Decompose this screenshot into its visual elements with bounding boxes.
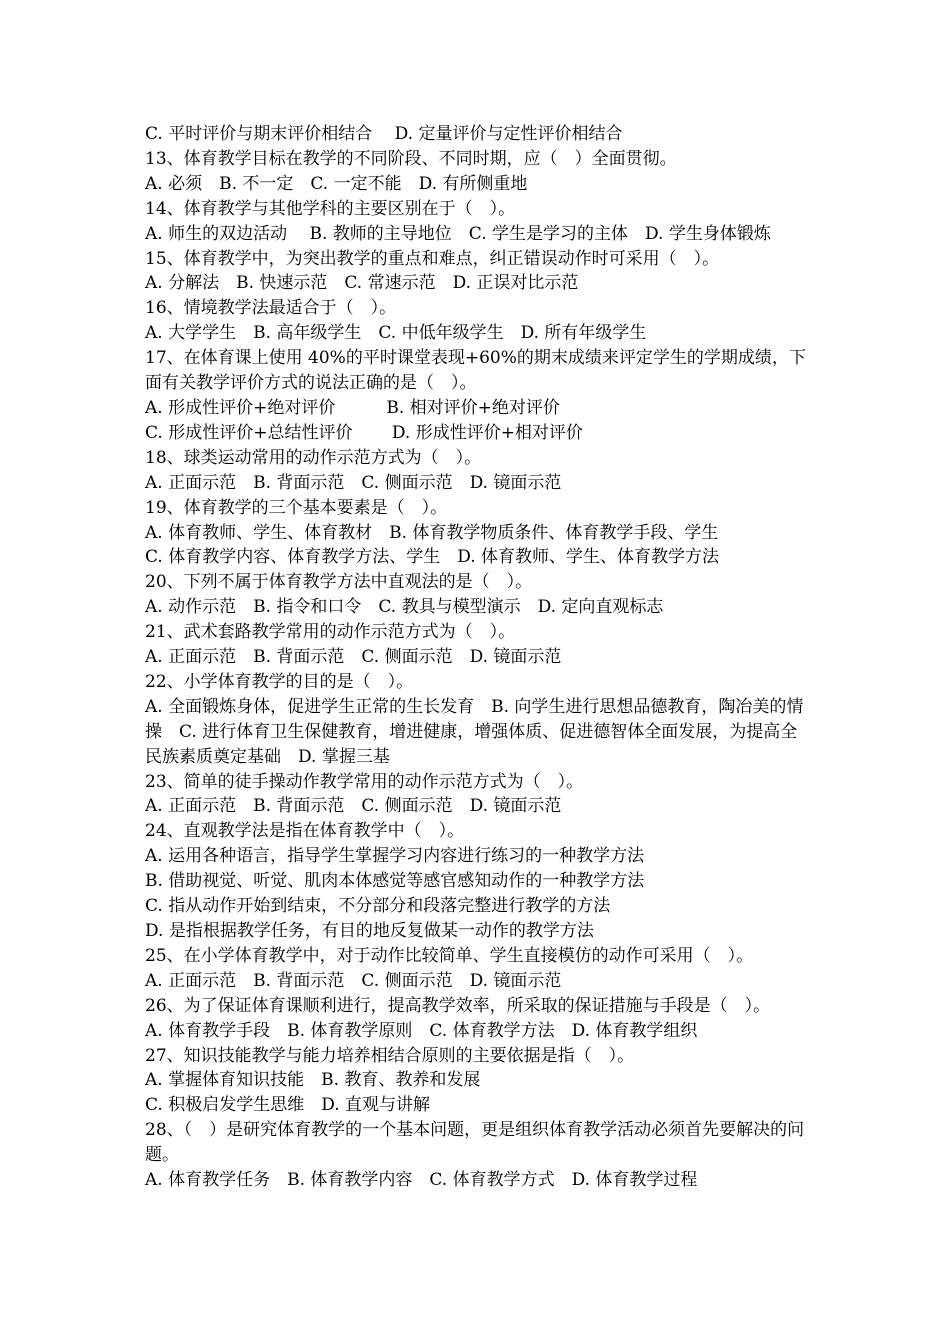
option-line: A. 分解法 B. 快速示范 C. 常速示范 D. 正误对比示范 <box>145 273 579 294</box>
question-19: 19、体育教学的三个基本要素是（ ）。 <box>145 497 448 518</box>
option-line: A. 全面锻炼身体，促进学生正常的生长发育 B. 向学生进行思想品德教育，陶冶美的情操 C. 进行体育卫生保健教育，增进健康，增强体质、促进德智体全面发展，为提高全民族素质奠定基础 D. 掌握三基 <box>145 696 804 767</box>
question-26: 26、为了保证体育课顺利进行，提高教学效率，所采取的保证措施与手段是（ ）。 <box>145 995 771 1016</box>
option-line: C. 形成性评价+总结性评价 D. 形成性评价+相对评价 <box>145 422 583 443</box>
option-line: A. 正面示范 B. 背面示范 C. 侧面示范 D. 镜面示范 <box>145 647 562 668</box>
option-line: A. 正面示范 B. 背面示范 C. 侧面示范 D. 镜面示范 <box>145 472 562 493</box>
question-17: 17、在体育课上使用 40%的平时课堂表现+60%的期末成绩来评定学生的学期成绩，下面有关教学评价方式的说法正确的是（ ）。 <box>145 348 806 394</box>
option-line: C. 指从动作开始到结束，不分部分和段落完整进行教学的方法 <box>145 896 611 917</box>
question-25: 25、在小学体育教学中，对于动作比较简单、学生直接模仿的动作可采用（ ）。 <box>145 945 754 966</box>
option-line: A. 正面示范 B. 背面示范 C. 侧面示范 D. 镜面示范 <box>145 796 562 817</box>
question-23: 23、简单的徒手操动作教学常用的动作示范方式为（ ）。 <box>145 771 584 792</box>
option-line: A. 体育教学任务 B. 体育教学内容 C. 体育教学方式 D. 体育教学过程 <box>145 1170 698 1191</box>
option-line: C. 平时评价与期末评价相结合 D. 定量评价与定性评价相结合 <box>145 124 623 144</box>
option-line: C. 体育教学内容、体育教学方法、学生 D. 体育教师、学生、体育教学方法 <box>145 547 720 568</box>
option-line: A. 体育教师、学生、体育教材 B. 体育教学物质条件、体育教学手段、学生 <box>145 522 719 543</box>
option-line: B. 借助视觉、听觉、肌肉本体感觉等感官感知动作的一种教学方法 <box>145 871 645 892</box>
option-line: A. 动作示范 B. 指令和口令 C. 教具与模型演示 D. 定向直观标志 <box>145 597 664 618</box>
question-27: 27、知识技能教学与能力培养相结合原则的主要依据是指（ ）。 <box>145 1045 635 1066</box>
question-21: 21、武术套路教学常用的动作示范方式为（ ）。 <box>145 622 516 643</box>
option-line: A. 大学学生 B. 高年级学生 C. 中低年级学生 D. 所有年级学生 <box>145 323 647 344</box>
option-line: A. 必须 B. 不一定 C. 一定不能 D. 有所侧重地 <box>145 173 528 194</box>
option-line: A. 形成性评价+绝对评价 B. 相对评价+绝对评价 <box>145 397 560 418</box>
question-24: 24、直观教学法是指在体育教学中（ ）。 <box>145 821 465 842</box>
option-line: A. 掌握体育知识技能 B. 教育、教养和发展 <box>145 1070 481 1091</box>
question-22: 22、小学体育教学的目的是（ ）。 <box>145 671 414 692</box>
question-14: 14、体育教学与其他学科的主要区别在于（ ）。 <box>145 198 516 219</box>
option-line: D. 是指根据教学任务，有目的地反复做某一动作的教学方法 <box>145 921 594 941</box>
question-20: 20、下列不属于体育教学方法中直观法的是（ ）。 <box>145 572 533 593</box>
question-16: 16、情境教学法最适合于（ ）。 <box>145 298 397 319</box>
option-line: A. 体育教学手段 B. 体育教学原则 C. 体育教学方法 D. 体育教学组织 <box>145 1020 698 1041</box>
option-line: A. 师生的双边活动 B. 教师的主导地位 C. 学生是学习的主体 D. 学生身体锻炼 <box>145 223 771 244</box>
question-28: 28、（ ）是研究体育教学的一个基本问题，更是组织体育教学活动必须首先要解决的问题。 <box>145 1120 805 1166</box>
option-line: A. 正面示范 B. 背面示范 C. 侧面示范 D. 镜面示范 <box>145 970 562 991</box>
question-13: 13、体育教学目标在教学的不同阶段、不同时期，应（ ）全面贯彻。 <box>145 148 677 169</box>
option-line: C. 积极启发学生思维 D. 直观与讲解 <box>145 1095 431 1116</box>
question-18: 18、球类运动常用的动作示范方式为（ ）。 <box>145 447 482 468</box>
question-list <box>145 122 813 1193</box>
option-line: A. 运用各种语言，指导学生掌握学习内容进行练习的一种教学方法 <box>145 846 645 867</box>
question-15: 15、体育教学中，为突出教学的重点和难点，纠正错误动作时可采用（ ）。 <box>145 248 720 269</box>
